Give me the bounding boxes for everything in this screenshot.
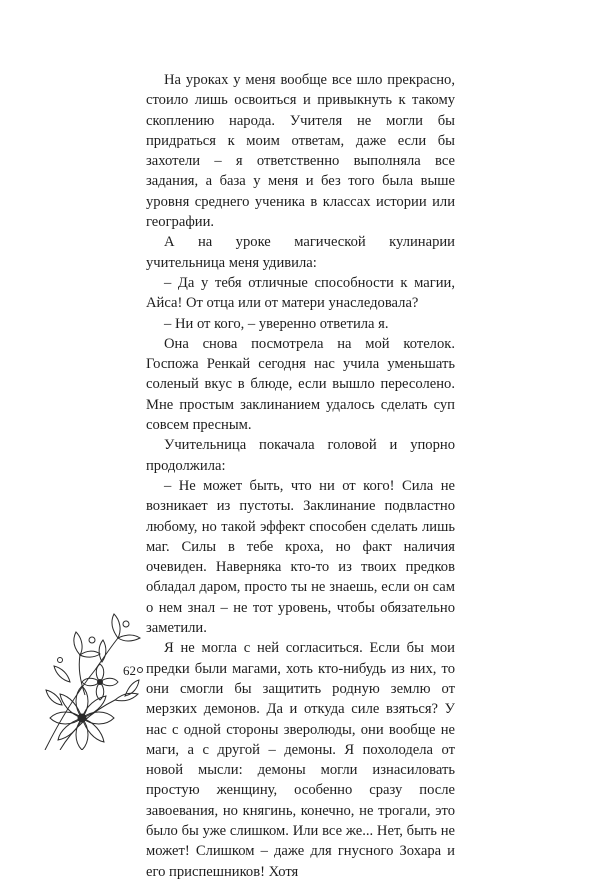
dialogue-line: – Да у тебя отличные способности к магии, Айса! От отца или от матери унаследовала?: [146, 274, 455, 312]
page-number: 62: [123, 663, 136, 678]
body-text: [146, 70, 455, 882]
paragraph: Она снова посмотрела на мой котелок. Госпожа Ренкай сегодня нас учила уменьшать соленый вкус в блюде, если вышло пересолено. Мне простым заклинанием удалось сделать суп совсем пресным.: [146, 335, 455, 434]
paragraph: На уроках у меня вообще все шло прекрасно, стоило лишь освоиться и привыкнуть к такому скоплению народа. Учителя не могли бы придраться к моим ответам, даже если бы захотели – я ответственно выполняла все задания, а база у меня и без того была выше уровня среднего ученика в классах истории или географии.: [146, 72, 455, 231]
dialogue-line: – Ни от кого, – уверенно ответила я.: [164, 315, 389, 332]
paragraph: Я не могла с ней согласиться. Если бы мои предки были магами, хоть кто-нибудь из них, то они смогли бы защитить родную землю от мерзких демонов. Да и откуда силе взяться? У нас с одной стороны зверолюды, они вообще не маги, а с другой – демоны. Я похолодела от новой мысли: демоны могли изнасиловать простую женщину, особенно сразу после завоевания, но княгинь, конечно, не трогали, это было бы уже слишком. Или все же... Нет, быть не может! Слишком – даже для гнусного Зохара и его приспешников! Хотя: [146, 640, 455, 880]
paragraph: А на уроке магической кулинарии учительница меня удивила:: [146, 234, 455, 271]
paragraph: Учительница покачала головой и упорно продолжила:: [146, 437, 455, 474]
dialogue-line: – Не может быть, что ни от кого! Сила не возникает из пустоты. Заклинание подвластно любому, но такой эффект способен сделать лишь маг. Силы в тебе кроха, но факт наличия очевиден. Наверняка кто-то из твоих предков обладал даром, просто ты не знаешь, если он сам о нем знал – не тот уровень, чтобы обязательно заметили.: [146, 477, 455, 637]
